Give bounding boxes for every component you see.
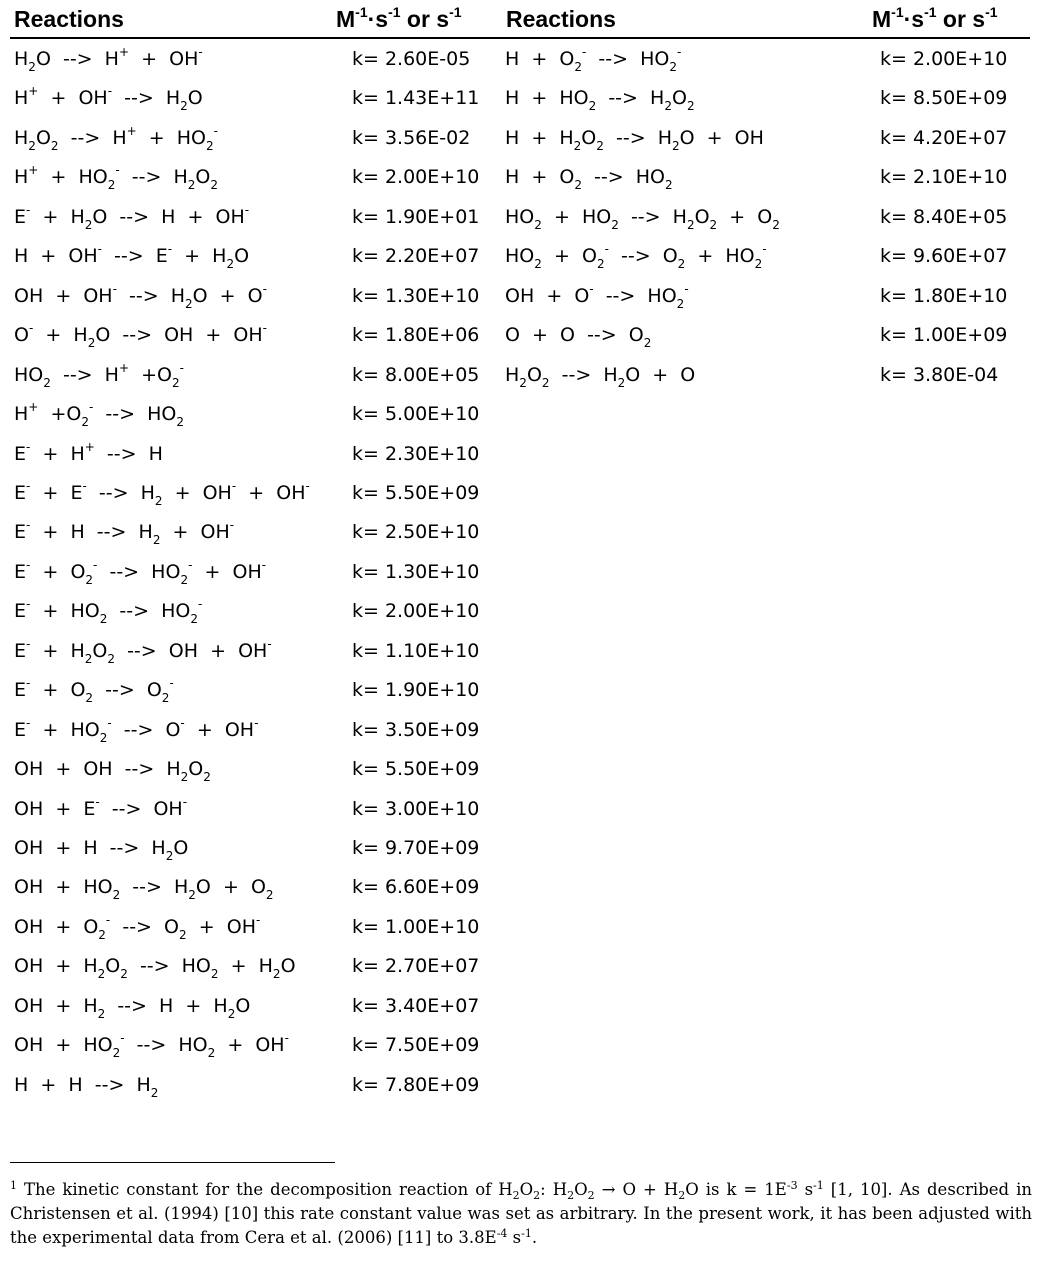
left-reaction-4: $H^+ + HO_2^-$ --> $H_2O_2$ bbox=[14, 163, 218, 193]
left-rate-constant-9: k= 8.00E+05 bbox=[352, 363, 480, 386]
right-reaction-6: $HO_2 + O_2^-$ --> $O_2 + HO_2^-$ bbox=[505, 242, 767, 272]
left-rate-constant-23: k= 1.00E+10 bbox=[352, 915, 480, 938]
left-reaction-26: OH + $HO_2^-$ --> $HO_2 + OH^-$ bbox=[14, 1031, 289, 1061]
left-rate-constant-27: k= 7.80E+09 bbox=[352, 1073, 480, 1096]
left-rate-constant-2: k= 1.43E+11 bbox=[352, 87, 480, 110]
left-rate-constant-10: k= 5.00E+10 bbox=[352, 403, 480, 426]
left-rate-constant-12: k= 5.50E+09 bbox=[352, 481, 480, 504]
left-reactions-header: Reactions bbox=[14, 6, 124, 32]
left-rate-constant-11: k= 2.30E+10 bbox=[352, 442, 480, 465]
left-reaction-22: OH + $HO_2$ --> $H_2O + O_2$ bbox=[14, 876, 274, 903]
right-reaction-2: $H + HO_2$ --> $H_2O_2$ bbox=[505, 87, 695, 114]
left-reaction-5: $E^- + H_2O$ --> H + OH- bbox=[14, 202, 250, 232]
right-reactions-header: Reactions bbox=[506, 6, 616, 32]
left-rate-constant-20: k= 3.00E+10 bbox=[352, 797, 480, 820]
left-reaction-3: $H_2O_2$ --> $H^+ + HO_2^-$ bbox=[14, 123, 218, 153]
right-rate-constant-6: k= 9.60E+07 bbox=[880, 245, 1008, 268]
left-reaction-7: OH + OH- --> $H_2O + O^-$ bbox=[14, 281, 267, 311]
left-rate-constant-6: k= 2.20E+07 bbox=[352, 245, 480, 268]
left-reaction-9: $HO_2$ --> $H^+ +O_2^-$ bbox=[14, 360, 184, 390]
left-rate-constant-17: k= 1.90E+10 bbox=[352, 679, 480, 702]
right-rate-constant-1: k= 2.00E+10 bbox=[880, 48, 1008, 70]
left-rate-constant-19: k= 5.50E+09 bbox=[352, 758, 480, 781]
left-reaction-23: OH + $O_2^-$ --> $O_2 + OH^-$ bbox=[14, 912, 261, 942]
left-reaction-12: E- + E- --> $H_2 + OH^- + OH^-$ bbox=[14, 478, 310, 508]
footnote-separator bbox=[10, 1162, 335, 1163]
left-rate-constant-15: k= 2.00E+10 bbox=[352, 600, 480, 623]
left-rate-constant-14: k= 1.30E+10 bbox=[352, 560, 480, 583]
left-rate-constant-4: k= 2.00E+10 bbox=[352, 166, 480, 189]
right-rate-constant-4: k= 2.10E+10 bbox=[880, 166, 1008, 189]
left-rate-constant-22: k= 6.60E+09 bbox=[352, 876, 480, 899]
left-reaction-21: OH + H --> $H_2O$ bbox=[14, 837, 189, 863]
left-rate-constant-5: k= 1.90E+01 bbox=[352, 205, 480, 228]
right-rate-constant-7: k= 1.80E+10 bbox=[880, 284, 1008, 307]
left-reaction-2: H+ + OH- --> $H_2O$ bbox=[14, 84, 203, 114]
left-reaction-8: $O^- + H_2O$ --> OH + OH- bbox=[14, 321, 267, 351]
right-reaction-1: $H + O_2^-$ --> $HO_2^-$ bbox=[505, 45, 682, 74]
footnote-marker: 1 bbox=[10, 1179, 17, 1192]
left-rate-constant-8: k= 1.80E+06 bbox=[352, 324, 480, 347]
right-reaction-3: $H + H_2O_2$ --> $H_2O$ + OH bbox=[505, 126, 764, 153]
left-reaction-14: $E^- + O_2^-$ --> $HO_2^- + OH^-$ bbox=[14, 557, 267, 587]
left-reaction-24: OH + $H_2O_2$ --> $HO_2 + H_2O$ bbox=[14, 955, 296, 982]
left-rate-constant-16: k= 1.10E+10 bbox=[352, 639, 480, 662]
right-reaction-8: O + O --> $O_2$ bbox=[505, 324, 652, 351]
left-rate-constant-7: k= 1.30E+10 bbox=[352, 284, 480, 307]
left-reaction-17: $E^- + O_2$ --> $O_2^-$ bbox=[14, 676, 174, 706]
right-reaction-5: $HO_2 + HO_2$ --> $H_2O_2 + O_2$ bbox=[505, 205, 780, 232]
left-reaction-19: OH + OH --> $H_2O_2$ bbox=[14, 758, 211, 785]
right-rate-constant-2: k= 8.50E+09 bbox=[880, 87, 1008, 110]
left-reaction-13: E- + H --> $H_2 + OH^-$ bbox=[14, 518, 235, 548]
right-units-header: $M^{-1}\cdot s^{-1}$ or $s^{-1}$ bbox=[872, 4, 998, 32]
right-reaction-9: $H_2O_2$ --> $H_2O + O$ bbox=[505, 363, 696, 390]
left-reaction-20: OH + E- --> OH- bbox=[14, 794, 188, 820]
left-reaction-27: H + H --> $H_2$ bbox=[14, 1073, 159, 1100]
left-units-header: $M^{-1}\cdot s^{-1}$ or $s^{-1}$ bbox=[336, 4, 462, 32]
left-rate-constant-13: k= 2.50E+10 bbox=[352, 521, 480, 544]
left-reaction-10: $H^+ +O_2^-$ --> $HO_2$ bbox=[14, 400, 184, 430]
left-rate-constant-26: k= 7.50E+09 bbox=[352, 1034, 480, 1057]
left-rate-constant-3: k= 3.56E-02 bbox=[352, 126, 471, 149]
right-rate-constant-9: k= 3.80E-04 bbox=[880, 363, 999, 386]
left-rate-constant-24: k= 2.70E+07 bbox=[352, 955, 480, 978]
left-rate-constant-21: k= 9.70E+09 bbox=[352, 837, 480, 859]
left-reaction-11: E- + H+ --> H bbox=[14, 439, 163, 465]
left-reaction-16: $E^- + H_2O_2$ --> OH + OH- bbox=[14, 636, 272, 666]
right-rate-constant-3: k= 4.20E+07 bbox=[880, 126, 1008, 149]
right-rate-constant-5: k= 8.40E+05 bbox=[880, 205, 1008, 228]
left-reaction-18: $E^- + HO_2^-$ --> O- + OH- bbox=[14, 715, 259, 745]
right-rate-constant-8: k= 1.00E+09 bbox=[880, 324, 1008, 347]
footnote-text: The kinetic constant for the decomposition reaction of $H_2O_2$: $H_2O_2 \to O + H_2O$ is $k = 1E^{-3}$ $s^{-1}$ [1, 10]. As described in Christensen et al. (1994) [10] this rate constant value was set as arbitrary. In the present work, it has been adjusted with the experimental data from Cera et al. (2006) [11] to $3.8E^{-4}$ $s^{-1}$. bbox=[10, 1179, 1032, 1247]
left-rate-constant-18: k= 3.50E+09 bbox=[352, 718, 480, 741]
left-reaction-6: H + OH- --> $E^- + H_2O$ bbox=[14, 242, 250, 272]
left-reaction-25: OH + $H_2$ --> $H + H_2O$ bbox=[14, 994, 251, 1021]
header-rule bbox=[10, 37, 1030, 39]
right-reaction-4: $H + O_2$ --> $HO_2$ bbox=[505, 166, 673, 193]
right-reaction-7: OH + O- --> $HO_2^-$ bbox=[505, 281, 689, 311]
left-reaction-15: $E^- + HO_2$ --> $HO_2^-$ bbox=[14, 597, 203, 627]
left-rate-constant-1: k= 2.60E-05 bbox=[352, 48, 471, 70]
left-rate-constant-25: k= 3.40E+07 bbox=[352, 994, 480, 1017]
left-reaction-1: $H_2O$ --> H+ + OH- bbox=[14, 45, 203, 74]
footnote bbox=[10, 1178, 1032, 1250]
